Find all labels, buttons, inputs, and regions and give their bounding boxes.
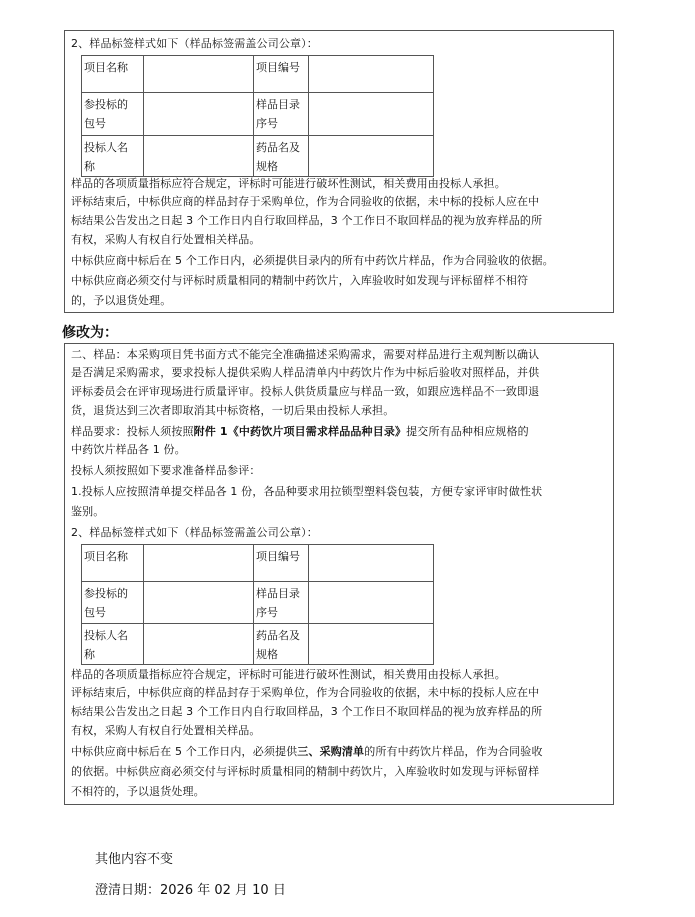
paragraph-winner-samples: 中标供应商中标后在 5 个工作日内，必须提供目录内的所有中药饮片样品，作为合同验收的依据。 — [71, 254, 554, 267]
unchanged-note: 其他内容不变 — [95, 852, 174, 867]
label-cell-project-number: 项目编号 — [254, 545, 309, 582]
paragraph-sample-storage: 评标结束后，中标供应商的样品封存于采购单位，作为合同验收的依据，未中标的投标人应在中 — [71, 686, 540, 699]
label-cell-empty — [309, 624, 434, 665]
original-content-box — [64, 30, 614, 313]
attachment-reference: 附件 1《中药饮片项目需求样品品种目录》 — [193, 425, 407, 438]
paragraph-sample-storage: 标结果公告发出之日起 3 个工作日内自行取回样品，3 个工作日不取回样品的视为放弃样品的所 — [71, 705, 543, 718]
label-cell-empty — [309, 93, 434, 136]
paragraph-sample-storage: 有权，采购人有权自行处置相关样品。 — [71, 724, 261, 737]
label-cell-project-number: 项目编号 — [254, 56, 309, 93]
label-cell-project-name: 项目名称 — [82, 545, 144, 582]
label-cell-drug-spec: 药品名及 规格 — [254, 624, 309, 665]
sample-label-table — [81, 544, 434, 665]
label-cell-catalog-no: 样品目录 序号 — [254, 93, 309, 136]
label-cell-empty — [309, 582, 434, 624]
label-cell-empty — [144, 93, 254, 136]
label-cell-package: 参投标的 包号 — [82, 93, 144, 136]
paragraph-winner-samples: 的依据。中标供应商必须交付与评标时质量相同的精制中药饮片，入库验收时如发现与评标留样 — [71, 765, 540, 778]
label-cell-catalog-no: 样品目录 序号 — [254, 582, 309, 624]
label-cell-empty — [144, 545, 254, 582]
preparation-note: 投标人须按照如下要求准备样品参评： — [71, 464, 261, 477]
label-cell-bidder-name: 投标人名 称 — [82, 136, 144, 177]
label-cell-project-name: 项目名称 — [82, 56, 144, 93]
label-cell-empty — [309, 56, 434, 93]
samples-intro: 是否满足采购需求，要求投标人提供采购人样品清单内中药饮片作为中标后验收对照样品，并供 — [71, 366, 540, 379]
clarification-date: 澄清日期：2026 年 02 月 10 日 — [95, 883, 286, 898]
paragraph-sample-storage: 评标结束后，中标供应商的样品封存于采购单位，作为合同验收的依据，未中标的投标人应在中 — [71, 195, 540, 208]
sample-requirement: 样品要求：投标人须按照附件 1《中药饮片项目需求样品品种目录》提交所有品种相应规格的 — [71, 425, 529, 438]
paragraph-delivery: 的，予以退货处理。 — [71, 294, 172, 307]
paragraph-delivery: 中标供应商必须交付与评标时质量相同的精制中药饮片，入库验收时如发现与评标留样不相符 — [71, 274, 529, 287]
paragraph-sample-storage: 有权，采购人有权自行处置相关样品。 — [71, 233, 261, 246]
label-cell-empty — [144, 136, 254, 177]
paragraph-quality: 样品的各项质量指标应符合规定，评标时可能进行破坏性测试，相关费用由投标人承担。 — [71, 668, 506, 681]
label-style-title: 2、样品标签样式如下（样品标签需盖公司公章）： — [71, 37, 318, 50]
paragraph-winner-samples: 中标供应商中标后在 5 个工作日内，必须提供三、采购清单的所有中药饮片样品，作为合同验收 — [71, 745, 543, 758]
requirement-item-1: 鉴别。 — [71, 505, 105, 518]
label-cell-empty — [144, 56, 254, 93]
label-cell-empty — [144, 624, 254, 665]
samples-intro: 评标委员会在评审现场进行质量评审。投标人供货质量应与样品一致，如跟应选样品不一致即退 — [71, 385, 540, 398]
label-cell-empty — [144, 582, 254, 624]
sample-label-table — [81, 55, 434, 177]
modified-content-box — [64, 343, 614, 805]
label-cell-drug-spec: 药品名及 规格 — [254, 136, 309, 177]
label-cell-empty — [309, 136, 434, 177]
label-cell-empty — [309, 545, 434, 582]
requirement-item-1: 1.投标人应按照清单提交样品各 1 份，各品种要求用拉锁型塑料袋包装，方便专家评审时做性状 — [71, 485, 543, 498]
paragraph-quality: 样品的各项质量指标应符合规定，评标时可能进行破坏性测试，相关费用由投标人承担。 — [71, 177, 506, 190]
modified-heading: 修改为： — [62, 325, 118, 341]
label-cell-package: 参投标的 包号 — [82, 582, 144, 624]
sample-requirement: 中药饮片样品各 1 份。 — [71, 443, 186, 456]
label-style-title: 2、样品标签样式如下（样品标签需盖公司公章）： — [71, 526, 318, 539]
procurement-list-reference: 三、采购清单 — [297, 745, 365, 758]
samples-intro: 二、样品：本采购项目凭书面方式不能完全准确描述采购需求，需要对样品进行主观判断以确认 — [71, 348, 540, 361]
paragraph-sample-storage: 标结果公告发出之日起 3 个工作日内自行取回样品，3 个工作日不取回样品的视为放弃样品的所 — [71, 214, 543, 227]
label-cell-bidder-name: 投标人名 称 — [82, 624, 144, 665]
paragraph-winner-samples: 不相符的，予以退货处理。 — [71, 785, 205, 798]
samples-intro: 货，退货达到三次者即取消其中标资格，一切后果由投标人承担。 — [71, 404, 395, 417]
